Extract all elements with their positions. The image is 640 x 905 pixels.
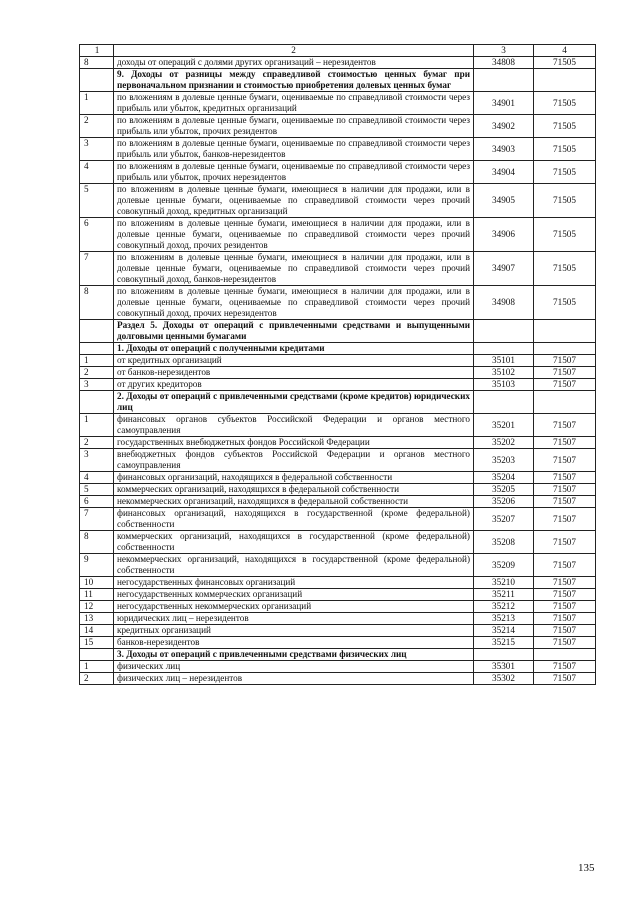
row-number: 4	[80, 472, 114, 484]
row-number: 4	[80, 161, 114, 184]
row-account-code: 71505	[534, 92, 596, 115]
row-symbol-code	[474, 320, 534, 343]
row-account-code: 71507	[534, 661, 596, 673]
row-description: кредитных организаций	[114, 625, 474, 637]
row-description: негосударственных коммерческих организаций	[114, 589, 474, 601]
row-account-code: 71507	[534, 531, 596, 554]
table-row	[80, 115, 596, 138]
header-col-1: 1	[80, 45, 114, 57]
row-description: по вложениям в долевые ценные бумаги, оцениваемые по справедливой стоимости через прибыль или убыток, кредитных организаций	[114, 92, 474, 115]
row-description: Раздел 5. Доходы от операций с привлеченными средствами и выпущенными долговыми ценными бумагами	[114, 320, 474, 343]
row-number: 1	[80, 414, 114, 437]
row-description: по вложениям в долевые ценные бумаги, оцениваемые по справедливой стоимости через прибыль или убыток, банков-нерезидентов	[114, 138, 474, 161]
row-symbol-code: 35201	[474, 414, 534, 437]
row-symbol-code: 34808	[474, 57, 534, 69]
section-heading-row	[80, 320, 596, 343]
row-symbol-code: 35205	[474, 484, 534, 496]
header-col-2: 2	[114, 45, 474, 57]
table-row	[80, 355, 596, 367]
row-symbol-code: 35207	[474, 508, 534, 531]
row-description: 3. Доходы от операций с привлеченными средствами физических лиц	[114, 649, 474, 661]
row-description: по вложениям в долевые ценные бумаги, имеющиеся в наличии для продажи, или в долевые ценные бумаги, оцениваемые по справедливой стоимости через прочий совокупный доход, кредитных организаций	[114, 184, 474, 218]
row-number	[80, 320, 114, 343]
row-account-code: 71505	[534, 161, 596, 184]
row-description: от других кредиторов	[114, 379, 474, 391]
row-number: 10	[80, 577, 114, 589]
row-account-code: 71505	[534, 218, 596, 252]
section-heading-row	[80, 69, 596, 92]
row-description: коммерческих организаций, находящихся в государственной (кроме федеральной) собственности	[114, 531, 474, 554]
row-symbol-code: 34906	[474, 218, 534, 252]
row-number: 7	[80, 252, 114, 286]
row-description: по вложениям в долевые ценные бумаги, оцениваемые по справедливой стоимости через прибыль или убыток, прочих нерезидентов	[114, 161, 474, 184]
row-symbol-code	[474, 343, 534, 355]
row-account-code: 71507	[534, 613, 596, 625]
row-symbol-code: 35301	[474, 661, 534, 673]
row-number: 2	[80, 437, 114, 449]
row-symbol-code: 34908	[474, 286, 534, 320]
accounts-table	[79, 44, 596, 685]
row-symbol-code: 35103	[474, 379, 534, 391]
row-symbol-code: 35206	[474, 496, 534, 508]
row-number: 3	[80, 138, 114, 161]
row-description: от банков-нерезидентов	[114, 367, 474, 379]
table-header-row	[80, 45, 596, 57]
row-account-code: 71505	[534, 286, 596, 320]
row-description: по вложениям в долевые ценные бумаги, имеющиеся в наличии для продажи, или в долевые ценные бумаги, оцениваемые по справедливой стоимости через прочий совокупный доход, прочих резидентов	[114, 218, 474, 252]
row-number: 14	[80, 625, 114, 637]
row-description: финансовых органов субъектов Российской Федерации и органов местного самоуправления	[114, 414, 474, 437]
row-number: 15	[80, 637, 114, 649]
row-account-code	[534, 391, 596, 414]
table-row	[80, 414, 596, 437]
row-symbol-code: 35202	[474, 437, 534, 449]
row-description: по вложениям в долевые ценные бумаги, имеющиеся в наличии для продажи, или в долевые ценные бумаги, оцениваемые по справедливой стоимости через прочий совокупный доход, прочих нерезидентов	[114, 286, 474, 320]
row-symbol-code: 35208	[474, 531, 534, 554]
row-account-code	[534, 649, 596, 661]
table-row	[80, 577, 596, 589]
header-col-4: 4	[534, 45, 596, 57]
row-symbol-code: 35102	[474, 367, 534, 379]
row-number	[80, 391, 114, 414]
row-account-code: 71507	[534, 673, 596, 685]
table-row	[80, 379, 596, 391]
row-number	[80, 649, 114, 661]
row-account-code: 71507	[534, 449, 596, 472]
table-row	[80, 252, 596, 286]
row-account-code: 71507	[534, 484, 596, 496]
row-account-code: 71505	[534, 57, 596, 69]
row-description: финансовых организаций, находящихся в государственной (кроме федеральной) собственности	[114, 508, 474, 531]
row-symbol-code: 34905	[474, 184, 534, 218]
row-account-code: 71507	[534, 601, 596, 613]
header-col-3: 3	[474, 45, 534, 57]
row-number: 8	[80, 286, 114, 320]
row-account-code: 71505	[534, 115, 596, 138]
section-heading-row	[80, 391, 596, 414]
row-number: 13	[80, 613, 114, 625]
table-row	[80, 472, 596, 484]
table-row	[80, 554, 596, 577]
row-description: по вложениям в долевые ценные бумаги, оцениваемые по справедливой стоимости через прибыль или убыток, прочих резидентов	[114, 115, 474, 138]
row-account-code: 71507	[534, 437, 596, 449]
row-account-code: 71507	[534, 637, 596, 649]
row-symbol-code: 35203	[474, 449, 534, 472]
row-account-code: 71507	[534, 496, 596, 508]
row-account-code: 71507	[534, 625, 596, 637]
row-description: некоммерческих организаций, находящихся в федеральной собственности	[114, 496, 474, 508]
row-symbol-code: 34901	[474, 92, 534, 115]
row-symbol-code: 34904	[474, 161, 534, 184]
row-symbol-code	[474, 69, 534, 92]
table-row	[80, 57, 596, 69]
row-account-code: 71507	[534, 577, 596, 589]
row-symbol-code: 34907	[474, 252, 534, 286]
row-description: негосударственных некоммерческих организаций	[114, 601, 474, 613]
row-description: негосударственных финансовых организаций	[114, 577, 474, 589]
row-number: 6	[80, 218, 114, 252]
row-number: 2	[80, 673, 114, 685]
table-row	[80, 92, 596, 115]
table-row	[80, 138, 596, 161]
row-account-code: 71505	[534, 252, 596, 286]
table-row	[80, 601, 596, 613]
table-row	[80, 161, 596, 184]
row-description: по вложениям в долевые ценные бумаги, имеющиеся в наличии для продажи, или в долевые ценные бумаги, оцениваемые по справедливой стоимости через прочий совокупный доход, банков-нерезидентов	[114, 252, 474, 286]
section-heading-row	[80, 649, 596, 661]
row-description: государственных внебюджетных фондов Российской Федерации	[114, 437, 474, 449]
row-description: физических лиц	[114, 661, 474, 673]
row-symbol-code: 35204	[474, 472, 534, 484]
row-account-code: 71507	[534, 472, 596, 484]
row-number: 6	[80, 496, 114, 508]
table-row	[80, 508, 596, 531]
row-description: юридических лиц – нерезидентов	[114, 613, 474, 625]
table-row	[80, 286, 596, 320]
row-number: 2	[80, 115, 114, 138]
row-number: 2	[80, 367, 114, 379]
table-row	[80, 449, 596, 472]
table-row	[80, 661, 596, 673]
row-account-code: 71507	[534, 355, 596, 367]
table-row	[80, 531, 596, 554]
row-description: банков-нерезидентов	[114, 637, 474, 649]
row-number: 12	[80, 601, 114, 613]
row-account-code: 71505	[534, 138, 596, 161]
table-row	[80, 496, 596, 508]
row-account-code: 71507	[534, 589, 596, 601]
row-description: внебюджетных фондов субъектов Российской Федерации и органов местного самоуправления	[114, 449, 474, 472]
row-account-code	[534, 320, 596, 343]
row-description: финансовых организаций, находящихся в федеральной собственности	[114, 472, 474, 484]
row-symbol-code	[474, 391, 534, 414]
row-number	[80, 69, 114, 92]
row-number: 5	[80, 484, 114, 496]
row-description: 2. Доходы от операций с привлеченными средствами (кроме кредитов) юридических лиц	[114, 391, 474, 414]
row-account-code: 71507	[534, 508, 596, 531]
row-account-code: 71507	[534, 379, 596, 391]
row-symbol-code: 35302	[474, 673, 534, 685]
row-symbol-code: 35214	[474, 625, 534, 637]
row-account-code: 71507	[534, 367, 596, 379]
table-body	[80, 45, 596, 685]
row-number: 1	[80, 355, 114, 367]
row-symbol-code: 35211	[474, 589, 534, 601]
row-number: 1	[80, 661, 114, 673]
row-number: 3	[80, 449, 114, 472]
row-account-code: 71505	[534, 184, 596, 218]
row-number: 9	[80, 554, 114, 577]
row-number: 1	[80, 92, 114, 115]
row-symbol-code: 35210	[474, 577, 534, 589]
row-account-code	[534, 343, 596, 355]
table-row	[80, 184, 596, 218]
row-number: 5	[80, 184, 114, 218]
row-account-code	[534, 69, 596, 92]
row-account-code: 71507	[534, 554, 596, 577]
row-description: физических лиц – нерезидентов	[114, 673, 474, 685]
row-number: 8	[80, 57, 114, 69]
row-symbol-code: 35212	[474, 601, 534, 613]
row-description: 1. Доходы от операций с полученными кредитами	[114, 343, 474, 355]
row-number: 7	[80, 508, 114, 531]
table-row	[80, 613, 596, 625]
row-symbol-code: 35101	[474, 355, 534, 367]
page-number: 135	[578, 862, 595, 874]
row-description: от кредитных организаций	[114, 355, 474, 367]
row-number: 8	[80, 531, 114, 554]
row-number	[80, 343, 114, 355]
row-symbol-code: 34902	[474, 115, 534, 138]
table-row	[80, 437, 596, 449]
row-symbol-code	[474, 649, 534, 661]
row-description: доходы от операций с долями других организаций – нерезидентов	[114, 57, 474, 69]
table-row	[80, 637, 596, 649]
row-number: 11	[80, 589, 114, 601]
row-account-code: 71507	[534, 414, 596, 437]
table-row	[80, 589, 596, 601]
row-symbol-code: 34903	[474, 138, 534, 161]
row-description: некоммерческих организаций, находящихся в государственной (кроме федеральной) собственности	[114, 554, 474, 577]
table-row	[80, 673, 596, 685]
row-symbol-code: 35209	[474, 554, 534, 577]
table-row	[80, 367, 596, 379]
table-row	[80, 484, 596, 496]
section-heading-row	[80, 343, 596, 355]
row-symbol-code: 35213	[474, 613, 534, 625]
table-row	[80, 625, 596, 637]
table-row	[80, 218, 596, 252]
row-description: 9. Доходы от разницы между справедливой стоимостью ценных бумаг при первоначальном признании и стоимостью приобретения долевых ценных бумаг	[114, 69, 474, 92]
row-number: 3	[80, 379, 114, 391]
row-description: коммерческих организаций, находящихся в федеральной собственности	[114, 484, 474, 496]
row-symbol-code: 35215	[474, 637, 534, 649]
